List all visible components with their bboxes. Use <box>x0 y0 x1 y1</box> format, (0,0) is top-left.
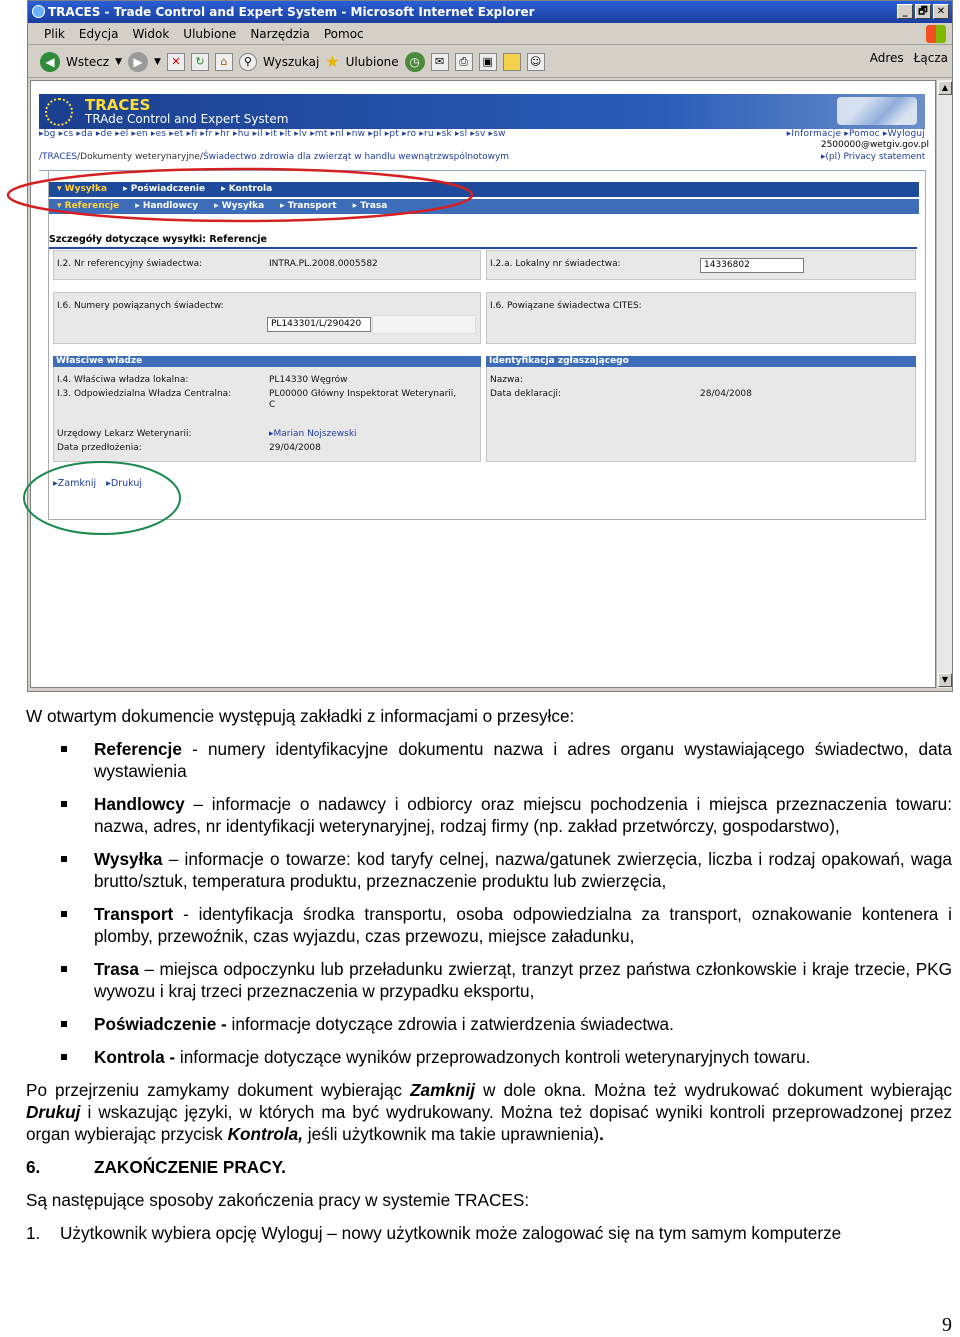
local-ref-panel <box>486 250 916 280</box>
related-field[interactable]: PL143301/L/290420 <box>267 317 371 332</box>
close-link[interactable]: ▸Zamknij <box>53 478 97 489</box>
bullet-term: Kontrola - <box>94 1047 176 1067</box>
title-bar <box>28 1 952 23</box>
menu-bar <box>28 23 952 45</box>
logo-subtitle: TRAde Control and Expert System <box>85 112 289 126</box>
local-authority-value: PL14330 Węgrów <box>269 375 348 385</box>
ways-text: Są następujące sposoby zakończenia pracy w systemie TRACES: <box>26 1190 530 1210</box>
back-button[interactable]: Wstecz <box>66 54 110 69</box>
form-content <box>49 234 919 519</box>
sub-tab-4[interactable]: ▸ Trasa <box>352 201 388 211</box>
ie-icon <box>32 5 45 18</box>
scroll-down-icon[interactable]: ▼ <box>938 673 952 687</box>
submit-date-value: 29/04/2008 <box>269 443 321 453</box>
menu-favorites[interactable]: Ulubione <box>183 27 237 41</box>
declaration-date-value: 28/04/2008 <box>700 389 752 399</box>
logo-title: TRACES <box>85 96 151 114</box>
para-part-e: i wskazując języki, w których ma być wydrukowany. Można też dopisać wyniki kontroli przeprowadzonej przez organ wybierając przycisk <box>26 1102 952 1144</box>
history-icon[interactable]: ◷ <box>405 52 425 72</box>
mail-icon[interactable]: ✉ <box>431 53 449 71</box>
section-title: Szczegóły dotyczące wysyłki: Referencje <box>49 234 917 249</box>
menu-view[interactable]: Widok <box>132 27 170 41</box>
sub-tab-3[interactable]: ▸ Transport <box>280 201 337 211</box>
central-authority-label: I.3. Odpowiedzialna Władza Centralna: <box>57 389 232 399</box>
breadcrumb <box>39 152 629 162</box>
bullet-term: Handlowcy <box>94 794 185 814</box>
window-title: TRACES - Trade Control and Expert System - Microsoft Internet Explorer <box>48 5 535 19</box>
bullet-term: Trasa <box>94 959 139 979</box>
bullet-item <box>26 1013 952 1035</box>
search-button[interactable]: Wyszukaj <box>262 54 320 69</box>
menu-file[interactable]: Plik <box>44 27 65 41</box>
bullet-term: Transport <box>94 904 174 924</box>
para-kontrola: Kontrola, <box>227 1124 303 1144</box>
page-viewport <box>30 80 936 688</box>
notifier-panel <box>486 356 916 462</box>
bullet-term: Referencje <box>94 739 182 759</box>
bullet-text: informacje dotyczące zdrowia i zatwierdzenia świadectwa. <box>226 1014 674 1034</box>
bullet-text: informacje dotyczące wyników przeprowadzonych kontroli weterynaryjnych towaru. <box>175 1047 811 1067</box>
vet-label: Urzędowy Lekarz Weterynarii: <box>57 429 192 439</box>
bullet-text: - numery identyfikacyjne dokumentu nazwa i adres organu wystawiającego świadectwo, data wystawienia <box>94 739 952 781</box>
cites-label: I.6. Powiązane świadectwa CITES: <box>490 301 642 311</box>
stop-icon[interactable]: ✕ <box>167 53 185 71</box>
back-dropdown-icon[interactable]: ▼ <box>115 56 123 67</box>
tab-navigation <box>49 182 919 214</box>
authority-panel <box>53 356 481 462</box>
bullet-item <box>26 848 952 892</box>
vertical-scrollbar[interactable] <box>936 80 952 688</box>
para-period: . <box>599 1124 604 1144</box>
section-heading <box>26 1156 952 1178</box>
traces-banner <box>39 94 925 129</box>
menu-edit[interactable]: Edycja <box>78 27 119 41</box>
para-drukuj: Drukuj <box>26 1102 81 1122</box>
submit-date-label: Data przedłożenia: <box>57 443 142 453</box>
tab-description-list <box>26 738 952 1068</box>
central-authority-value: PL00000 Główny Inspektorat Weterynarii, <box>269 389 457 399</box>
sub-tab-2[interactable]: ▸ Wysyłka <box>214 201 265 211</box>
breadcrumb-current[interactable]: Świadectwo zdrowia dla zwierząt w handlu wewnątrzwspólnotowym <box>202 152 510 162</box>
address-label[interactable]: Adres <box>869 51 904 65</box>
bullet-text: – miejsca odpoczynku lub przeładunku zwierząt, tranzyt przez państwa członkowskie i kraje trzecie, PKG wywozu i kraj trzeci przeznaczenia w przypadku eksportu, <box>94 959 952 1001</box>
bullet-item <box>26 793 952 837</box>
edit-icon[interactable]: ▣ <box>479 53 497 71</box>
declaration-date-label: Data deklaracji: <box>490 389 562 399</box>
bottom-links <box>53 478 142 489</box>
language-links[interactable]: ▸bg ▸cs ▸da ▸de ▸el ▸en ▸es ▸et ▸fi ▸fr ▸hr ▸hu ▸il ▸it ▸lt ▸lv ▸mt ▸nl ▸nw ▸pl ▸pt ▸ro ▸ru ▸sk ▸sl ▸sv ▸sw <box>39 129 506 139</box>
favorites-button[interactable]: Ulubione <box>345 54 399 69</box>
messenger-icon[interactable]: ☺ <box>527 53 545 71</box>
star-icon[interactable]: ★ <box>325 52 340 71</box>
user-email: 2500000@wetgiv.gov.pl <box>820 140 929 150</box>
top-links[interactable]: ▸Informacje ▸Pomoc ▸Wyloguj <box>786 129 925 139</box>
address-area <box>870 51 948 65</box>
notifier-name-label: Nazwa: <box>490 375 523 385</box>
section-number: 6. <box>26 1157 41 1177</box>
authority-title: Właściwe władze <box>53 356 481 367</box>
eu-stars-icon <box>45 98 73 126</box>
para-part-c: w dole okna. Można też wydrukować dokument wybierając <box>475 1080 952 1100</box>
ref-label: I.2. Nr referencyjny świadectwa: <box>57 259 203 269</box>
refresh-icon[interactable]: ↻ <box>191 53 209 71</box>
item-number: 1. <box>26 1223 41 1243</box>
item-text: Użytkownik wybiera opcję Wyloguj – nowy użytkownik może zalogować się na tym samym komputerze <box>60 1223 842 1243</box>
sub-tabs <box>49 199 919 214</box>
ref-value: INTRA.PL.2008.0005582 <box>269 259 378 269</box>
print-icon[interactable]: ⎙ <box>455 53 473 71</box>
print-link[interactable]: ▸Drukuj <box>106 478 143 489</box>
para-part-a: Po przejrzeniu zamykamy dokument wybierając <box>26 1080 411 1100</box>
folder-icon[interactable] <box>503 53 521 71</box>
main-tab-0[interactable]: ▾ Wysyłka <box>57 184 108 194</box>
bullet-item <box>26 958 952 1002</box>
related-field-extension <box>372 315 476 334</box>
notifier-title: Identyfikacja zgłaszającego <box>486 356 916 367</box>
search-icon[interactable]: ⚲ <box>239 53 257 71</box>
bullet-item <box>26 1046 952 1068</box>
intro-text: W otwartym dokumencie występują zakładki z informacjami o przesyłce: <box>26 706 575 726</box>
toolbar <box>28 46 952 78</box>
local-ref-field[interactable]: 14336802 <box>700 258 804 273</box>
document-body <box>26 705 952 1244</box>
europe-map-icon <box>837 97 917 125</box>
main-tab-1[interactable]: ▸ Poświadczenie <box>123 184 206 194</box>
browser-window <box>27 0 953 692</box>
breadcrumb-root[interactable]: /TRACES <box>39 152 78 162</box>
bullet-text: – informacje o nadawcy i odbiorcy oraz miejscu pochodzenia i miejsca przeznaczenia towaru: nazwa, adres, nr identyfikacji weterynaryjnej, rodzaj firmy (np. zakład przetwórczy, gospodarstwo), <box>94 794 952 836</box>
page-number: 9 <box>942 1314 952 1336</box>
related-panel <box>53 292 481 344</box>
close-button[interactable]: ✕ <box>933 4 949 19</box>
para-part-g: jeśli użytkownik ma takie uprawnienia) <box>303 1124 600 1144</box>
user-info <box>821 139 929 163</box>
bullet-term: Poświadczenie - <box>94 1014 227 1034</box>
home-icon[interactable]: ⌂ <box>215 53 233 71</box>
scroll-up-icon[interactable]: ▲ <box>938 81 952 95</box>
links-label[interactable]: Łącza <box>913 51 948 65</box>
back-arrow-icon[interactable]: ◀ <box>40 52 60 72</box>
section-heading-text: ZAKOŃCZENIE PRACY. <box>94 1157 286 1177</box>
bullet-item <box>26 738 952 782</box>
minimize-button[interactable]: _ <box>897 4 913 19</box>
forward-dropdown-icon[interactable]: ▼ <box>154 56 161 67</box>
breadcrumb-mid: /Dokumenty weterynaryjne/ <box>77 152 203 162</box>
window-controls <box>897 4 949 19</box>
language-bar <box>39 129 925 142</box>
closing-paragraph <box>26 1079 952 1145</box>
central-authority-value-cont: C <box>269 400 276 410</box>
bullet-term: Wysyłka <box>94 849 163 869</box>
related-label: I.6. Numery powiązanych świadectw: <box>57 301 224 311</box>
bullet-text: - identyfikacja środka transportu, osoba odpowiedzialna za transport, oznakowanie kontenera i plomby, przewoźnik, czas wyjazdu, czas przewozu, miejsce załadunku, <box>94 904 952 946</box>
para-zamknij: Zamknij <box>410 1080 476 1100</box>
bullet-item <box>26 903 952 947</box>
privacy-link[interactable]: ▸(pl) Privacy statement <box>820 152 926 162</box>
vet-link[interactable]: ▸Marian Nojszewski <box>269 429 357 439</box>
numbered-item <box>26 1222 952 1244</box>
sub-tab-0[interactable]: ▾ Referencje <box>57 201 120 211</box>
restore-button[interactable]: 🗗 <box>915 4 931 19</box>
menu-help[interactable]: Pomoc <box>323 27 364 41</box>
menu-tools[interactable]: Narzędzia <box>250 27 310 41</box>
local-authority-label: I.4. Właściwa władza lokalna: <box>57 375 189 385</box>
main-tabs <box>49 182 919 197</box>
forward-arrow-icon[interactable]: ▶ <box>128 52 148 72</box>
ref-panel <box>53 250 481 280</box>
cites-panel <box>486 292 916 344</box>
main-tab-2[interactable]: ▸ Kontrola <box>221 184 273 194</box>
sub-tab-1[interactable]: ▸ Handlowcy <box>135 201 199 211</box>
windows-logo-icon <box>926 25 946 43</box>
bullet-text: – informacje o towarze: kod taryfy celnej, nazwa/gatunek zwierzęcia, liczba i rodzaj opakowań, waga brutto/sztuk, temperatura produktu, przeznaczenie produktu lub zwierzęcia, <box>94 849 952 891</box>
local-ref-label: I.2.a. Lokalny nr świadectwa: <box>490 259 621 269</box>
